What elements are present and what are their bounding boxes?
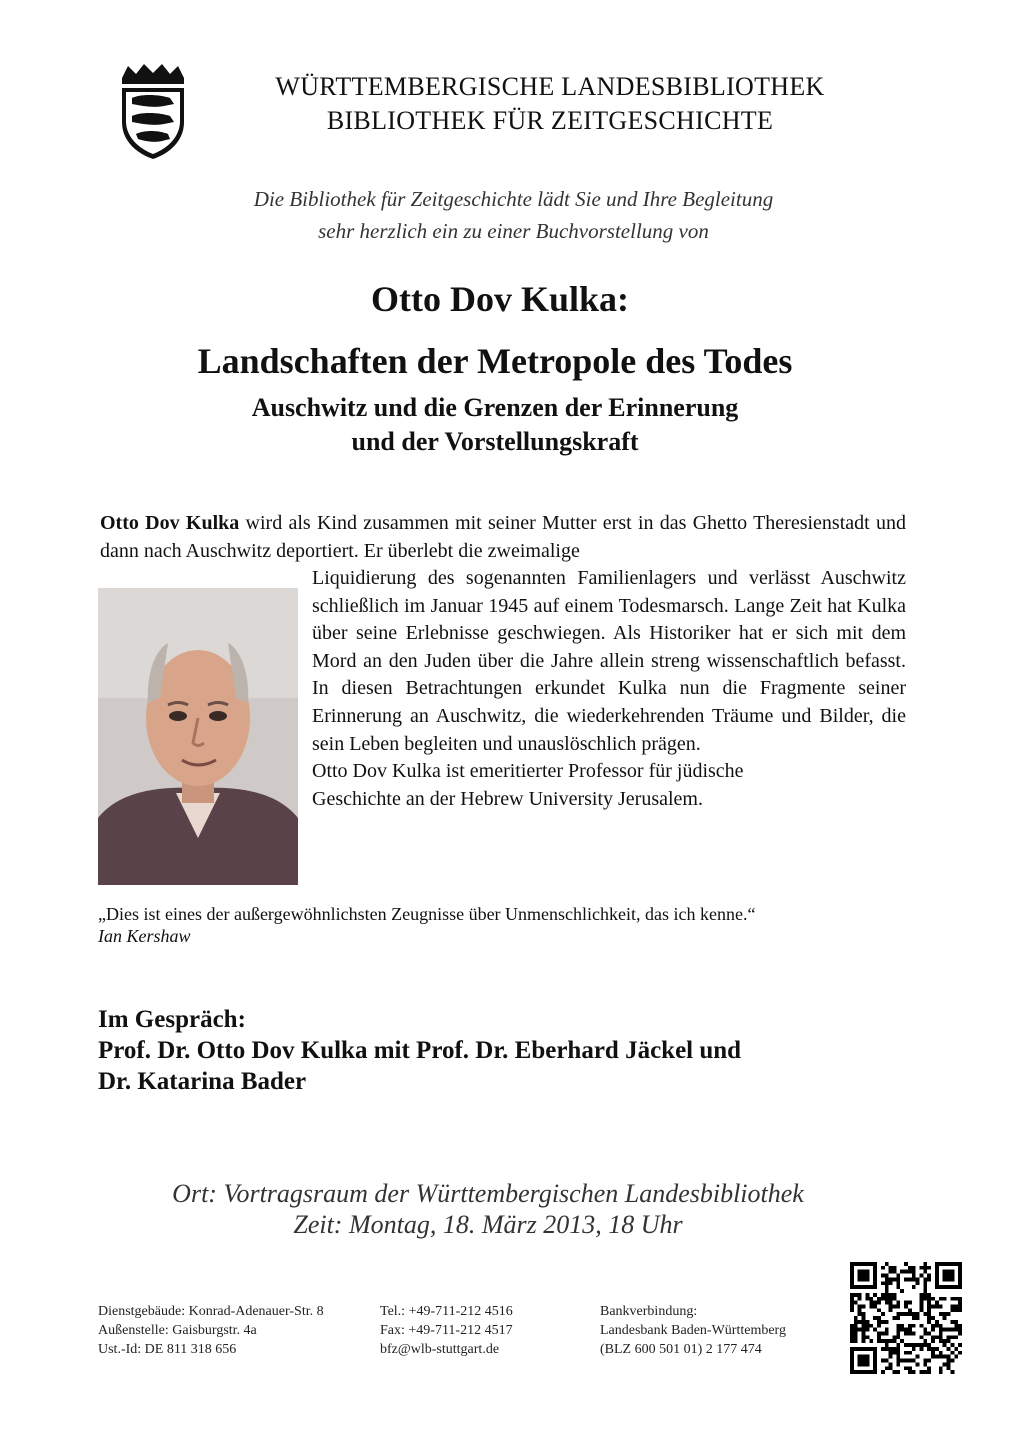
bio-line-1: Otto Dov Kulka ist emeritierter Professor für jüdische — [312, 760, 744, 783]
book-title: Landschaften der Metropole des Todes — [197, 341, 793, 381]
footer-email-link[interactable]: bfz@wlb-stuttgart.de — [380, 1342, 500, 1357]
footer-address-line: Ust.-Id: DE 811 318 656 — [98, 1342, 237, 1357]
footer-bank-line: Bankverbindung: — [600, 1304, 698, 1319]
book-author: Otto Dov Kulka: — [370, 279, 629, 319]
book-subtitle-line-2: und der Vorstellungskraft — [351, 427, 639, 456]
talk-participants-line-2: Dr. Katarina Bader — [98, 1068, 307, 1095]
description-intro — [100, 510, 906, 565]
qr-code-icon — [850, 1262, 962, 1374]
event-place: Ort: Vortragsraum der Württembergischen Landesbibliothek — [172, 1179, 804, 1208]
coat-of-arms-icon — [118, 64, 188, 160]
author-portrait — [98, 588, 298, 885]
quote-text: „Dies ist eines der außergewöhnlichsten Zeugnisse über Unmenschlichkeit, das ich kenne.“ — [98, 904, 756, 924]
invitation-line-2: sehr herzlich ein zu einer Buchvorstellung von — [318, 219, 709, 243]
footer-bank-line: (BLZ 600 501 01) 2 177 474 — [600, 1342, 762, 1357]
bio-line-2: Geschichte an der Hebrew University Jerusalem. — [312, 787, 703, 810]
footer-fax: Fax: +49-711-212 4517 — [380, 1323, 513, 1338]
talk-participants-line-1: Prof. Dr. Otto Dov Kulka mit Prof. Dr. Eberhard Jäckel und — [98, 1037, 742, 1064]
footer-address-line: Dienstgebäude: Konrad-Adenauer-Str. 8 — [98, 1304, 324, 1319]
book-subtitle-line-1: Auschwitz und die Grenzen der Erinnerung — [251, 393, 739, 422]
event-time: Zeit: Montag, 18. März 2013, 18 Uhr — [293, 1210, 683, 1239]
footer-phone: Tel.: +49-711-212 4516 — [380, 1304, 513, 1319]
description-author-name: Otto Dov Kulka — [100, 512, 240, 534]
institution-subname: BIBLIOTHEK FÜR ZEITGESCHICHTE — [326, 106, 774, 135]
description-paragraph: Liquidierung des sogenannten Familienlagers und verlässt Auschwitz schließlich im Januar 1945 auf einem Todesmarsch. Lange Zeit hat Kulka über seine Erlebnisse geschwiegen. Als Historiker hat er sich mit dem Mord an den Juden über die Jahre allein streng wissenschaftlich befasst. In diesen Betrachtungen erkundet Kulka nun die Fragmente seiner Erinnerung an Auschwitz, die wiederkehrenden Träume und Bilder, die sein Leben begleiten und unauslöschlich prägen. — [312, 567, 906, 755]
footer-contact — [380, 1302, 513, 1359]
footer-address-line: Außenstelle: Gaisburgstr. 4a — [98, 1323, 257, 1338]
footer-bank-line: Landesbank Baden-Württemberg — [600, 1323, 786, 1338]
quote-author: Ian Kershaw — [98, 926, 191, 946]
invitation-line-1: Die Bibliothek für Zeitgeschichte lädt Sie und Ihre Begleitung — [253, 187, 774, 211]
description-intro-text: wird als Kind zusammen mit seiner Mutter erst in das Ghetto Theresienstadt und dann nach Auschwitz deportiert. Er überlebt die zweimalige — [100, 512, 906, 562]
footer-address — [98, 1302, 324, 1359]
description-column — [312, 565, 906, 813]
footer-bank — [600, 1302, 786, 1359]
institution-name: WÜRTTEMBERGISCHE LANDESBIBLIOTHEK — [275, 72, 825, 101]
talk-heading: Im Gespräch: — [98, 1006, 246, 1033]
